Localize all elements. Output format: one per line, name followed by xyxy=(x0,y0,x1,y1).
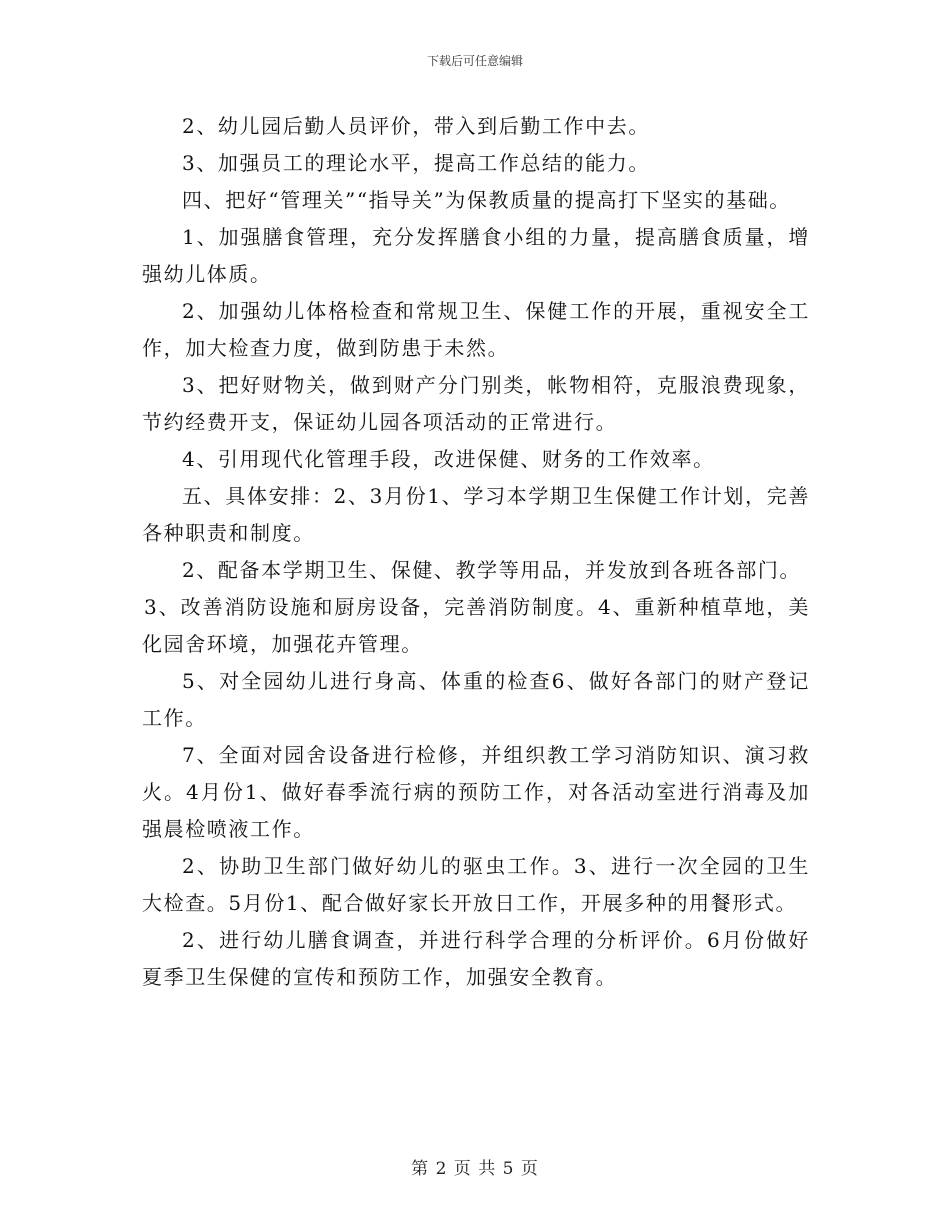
paragraph: 4、引用现代化管理手段，改进保健、财务的工作效率。 xyxy=(182,447,715,471)
paragraph: 2、进行幼儿膳食调查，并进行科学合理的分析评价。6月份做好夏季卫生保健的宣传和预防工作，加强安全教育。 xyxy=(142,928,810,989)
paragraph: 2、配备本学期卫生、保健、教学等用品，并发放到各班各部门。 xyxy=(182,558,802,582)
paragraph: 2、幼儿园后勤人员评价，带入到后勤工作中去。 xyxy=(182,114,650,138)
paragraph: 3、改善消防设施和厨房设备，完善消防制度。4、重新种植草地，美化园舍环境，加强花卉管理。 xyxy=(142,595,810,656)
paragraph: 5、对全园幼儿进行身高、体重的检查6、做好各部门的财产登记工作。 xyxy=(142,669,810,730)
paragraph: 3、把好财物关，做到财产分门别类，帐物相符，克服浪费现象，节约经费开支，保证幼儿园各项活动的正常进行。 xyxy=(142,373,810,434)
paragraph: 3、加强员工的理论水平，提高工作总结的能力。 xyxy=(182,151,650,175)
page-number-footer: 第 2 页 共 5 页 xyxy=(411,1159,539,1179)
document-body xyxy=(142,108,810,996)
page-header: 下载后可任意编辑 xyxy=(426,54,523,68)
section-heading: 五、具体安排：2、3月份1、学习本学期卫生保健工作计划，完善各种职责和制度。 xyxy=(142,484,810,545)
section-heading: 四、把好“管理关”“指导关”为保教质量的提高打下坚实的基础。 xyxy=(182,188,791,212)
paragraph: 1、加强膳食管理，充分发挥膳食小组的力量，提高膳食质量，增强幼儿体质。 xyxy=(142,225,810,286)
paragraph: 2、协助卫生部门做好幼儿的驱虫工作。3、进行一次全园的卫生大检查。5月份1、配合做好家长开放日工作，开展多种的用餐形式。 xyxy=(142,854,810,915)
paragraph: 2、加强幼儿体格检查和常规卫生、保健工作的开展，重视安全工作，加大检查力度，做到防患于未然。 xyxy=(142,299,810,360)
paragraph: 7、全面对园舍设备进行检修，并组织教工学习消防知识、演习救火。4月份1、做好春季流行病的预防工作，对各活动室进行消毒及加强晨检喷液工作。 xyxy=(142,743,810,841)
